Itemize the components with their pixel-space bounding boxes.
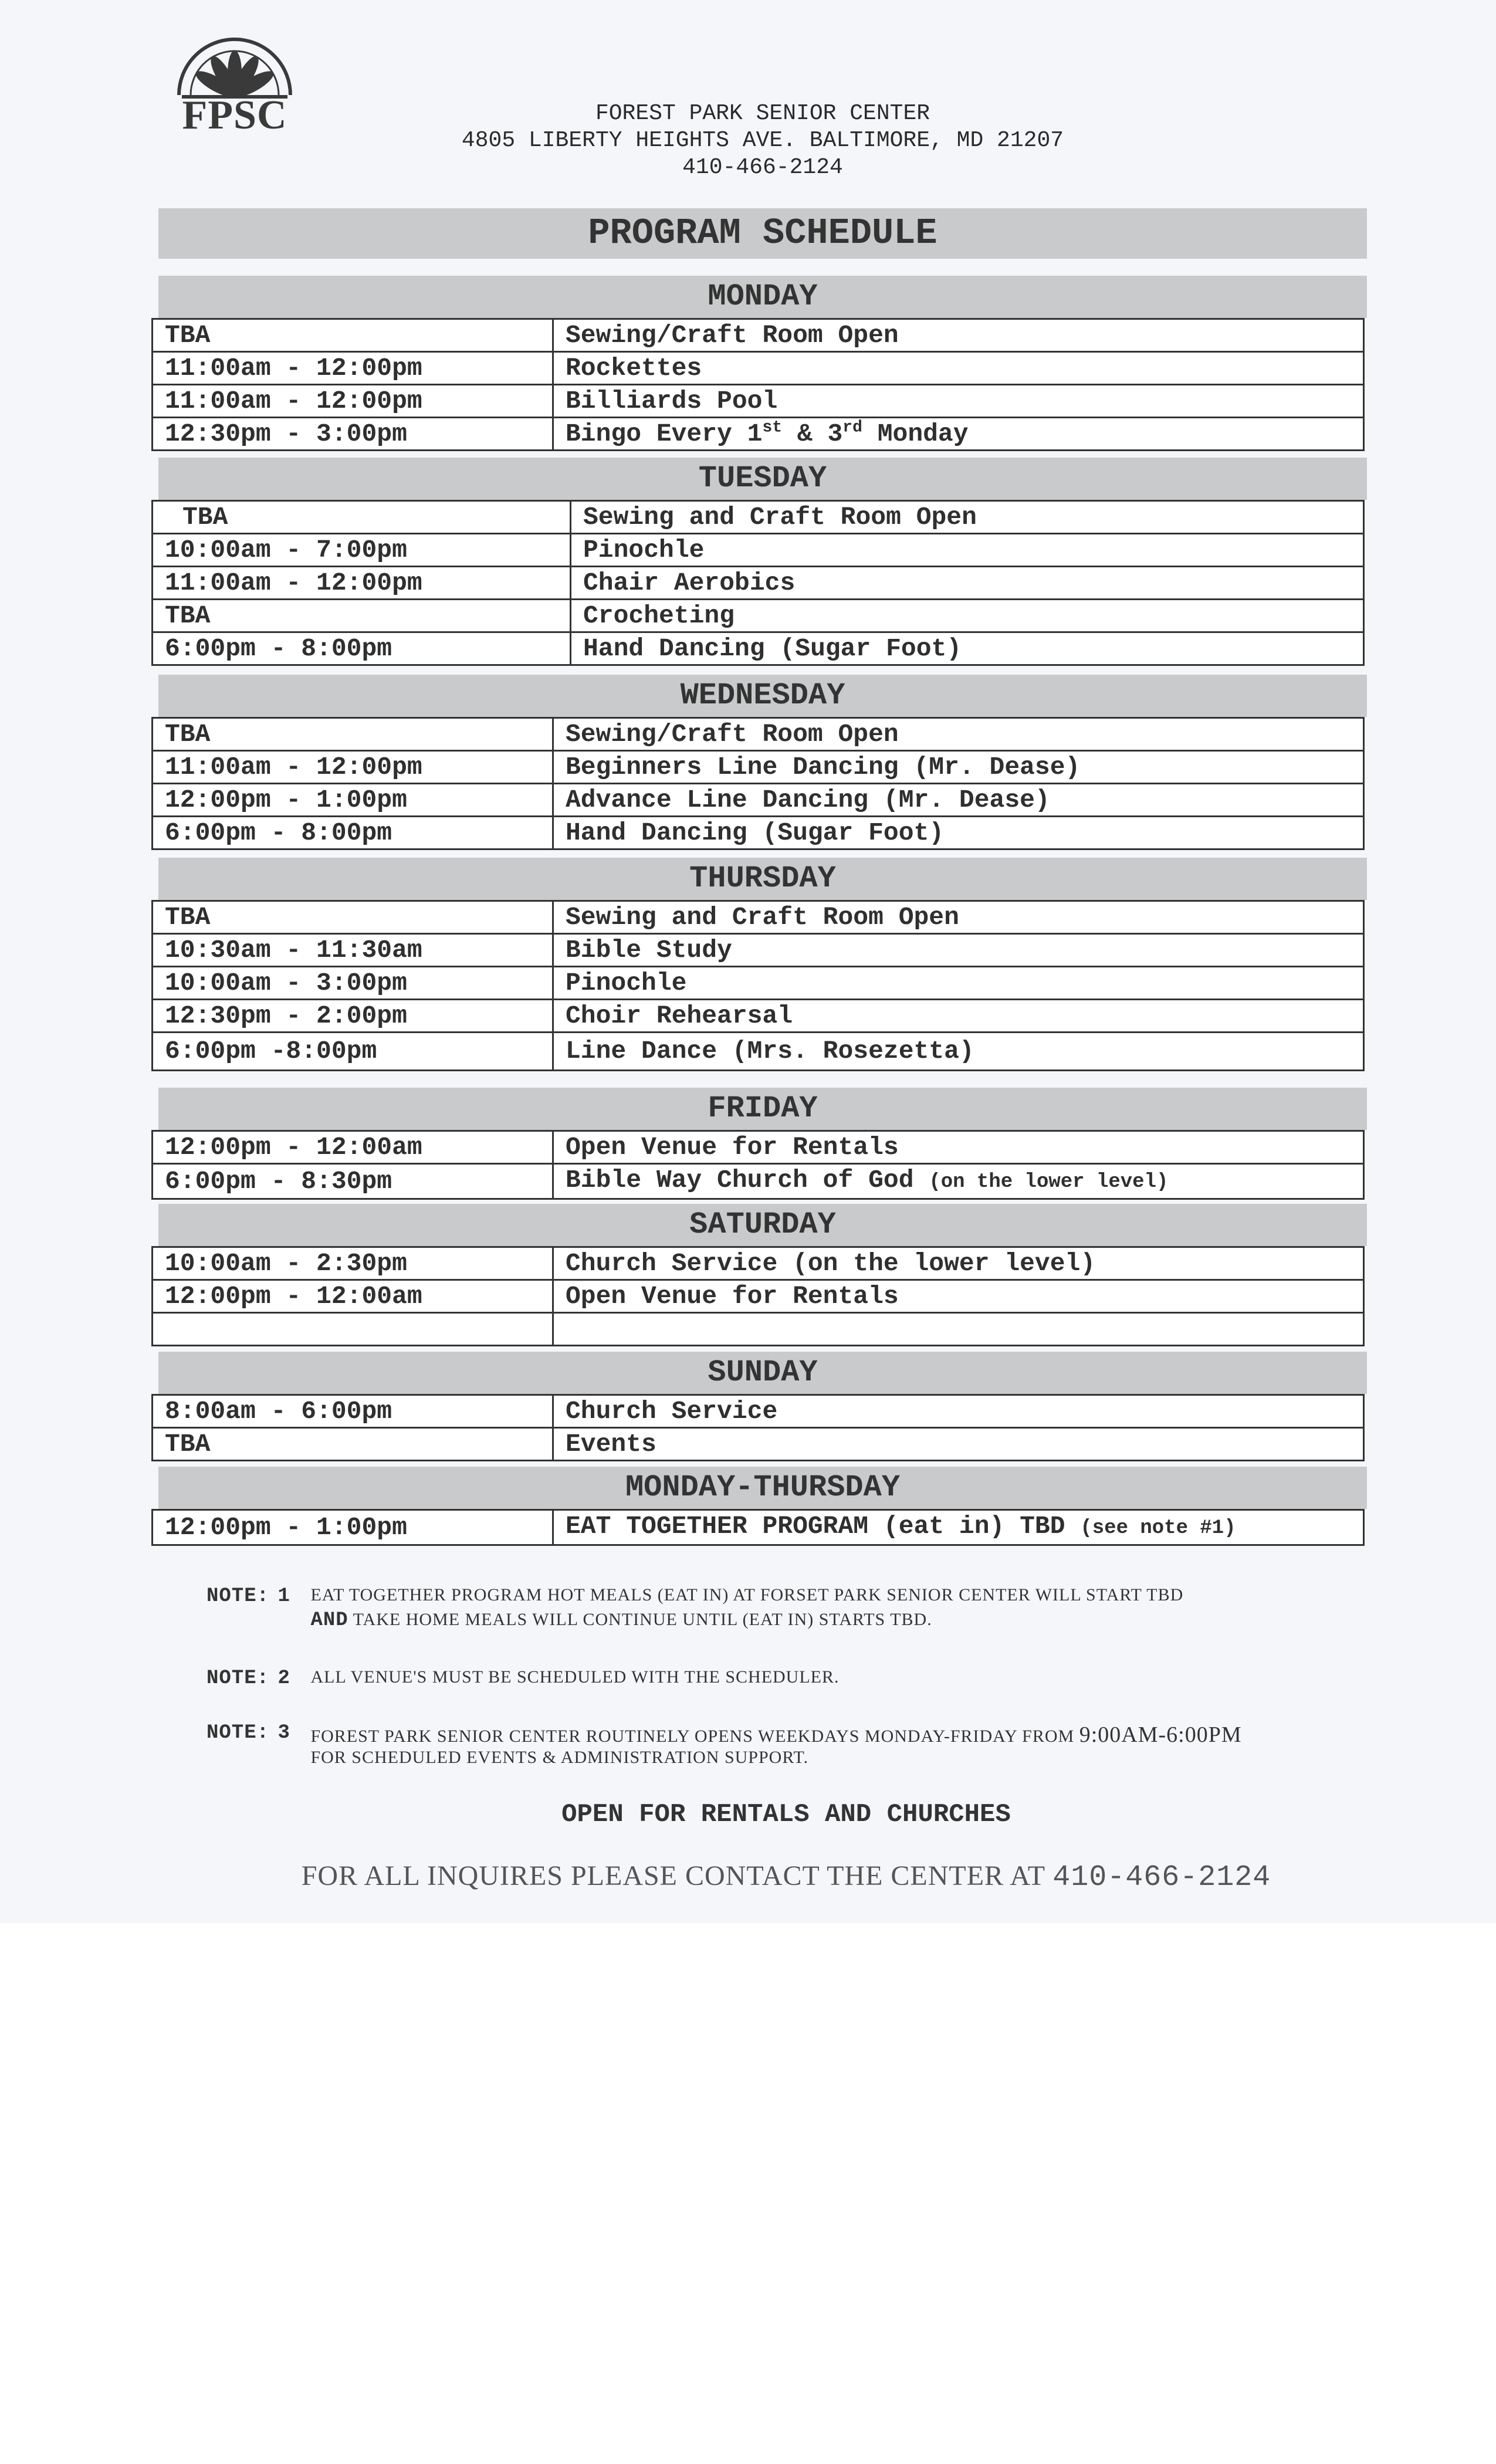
time-cell: TBA [153,901,553,934]
note-number: 2 [277,1667,290,1690]
table-row [153,319,1364,352]
table-row [153,1510,1364,1545]
table-row [153,1280,1364,1313]
note-line: FOR SCHEDULED EVENTS & ADMINISTRATION SUPPORT. [310,1748,809,1767]
day-header-sunday: SUNDAY [158,1352,1367,1394]
time-cell: 12:00pm - 12:00am [153,1131,553,1164]
time-cell: 12:00pm - 1:00pm [153,1510,553,1545]
ordinal-suffix: st [762,418,783,437]
activity-cell: Open Venue for Rentals [553,1131,1364,1164]
time-cell: 11:00am - 12:00pm [153,385,553,418]
time-cell: TBA [153,718,553,751]
table-row [153,1033,1364,1071]
table-row-empty [153,1313,1364,1346]
time-cell: 12:00pm - 12:00am [153,1280,553,1313]
table-row [153,385,1364,418]
table-row [153,901,1364,934]
activity-text: Bingo Every 1 [566,419,763,448]
ordinal-suffix: rd [842,418,862,437]
time-cell: 10:00am - 7:00pm [153,534,571,567]
activity-cell: Church Service (on the lower level) [553,1247,1364,1280]
table-row [153,817,1364,849]
activity-cell: Sewing and Craft Room Open [571,501,1364,534]
sunday-table [151,1394,1365,1461]
activity-text: EAT TOGETHER PROGRAM (eat in) TBD [566,1512,1065,1541]
activity-cell: Church Service [553,1395,1364,1428]
activity-cell: Bible Study [553,934,1364,967]
logo-text: FPSC [182,93,287,138]
activity-cell: Hand Dancing (Sugar Foot) [553,817,1364,849]
note-number: 1 [277,1585,290,1607]
time-cell: TBA [153,501,571,534]
table-row [153,934,1364,967]
note-emphasis: AND [310,1609,348,1632]
contact-line [0,1860,1496,1894]
activity-cell: Beginners Line Dancing (Mr. Dease) [553,751,1364,784]
activity-cell [553,1510,1364,1545]
friday-table [151,1130,1365,1200]
time-cell: 10:30am - 11:30am [153,934,553,967]
time-cell: 8:00am - 6:00pm [153,1395,553,1428]
time-cell: 11:00am - 12:00pm [153,751,553,784]
note-body [310,1667,839,1687]
center-phone: 410-466-2124 [682,155,843,180]
activity-cell-empty [553,1313,1364,1346]
note-1 [207,1585,1183,1635]
activity-note: (on the lower level) [929,1171,1169,1193]
table-row [153,1395,1364,1428]
note-line: EAT TOGETHER PROGRAM HOT MEALS (EAT IN) AT FORSET PARK SENIOR CENTER WILL START TBD [310,1585,1184,1605]
activity-cell: Sewing/Craft Room Open [553,718,1364,751]
activity-cell: Hand Dancing (Sugar Foot) [571,632,1364,665]
activity-cell: Pinochle [553,967,1364,1000]
activity-cell: Billiards Pool [553,385,1364,418]
saturday-table [151,1246,1365,1346]
time-cell: 11:00am - 12:00pm [153,567,571,600]
table-row [153,718,1364,751]
activity-cell: Open Venue for Rentals [553,1280,1364,1313]
day-header-monday: MONDAY [158,276,1367,318]
table-row [153,418,1364,451]
open-for-rentals-heading: OPEN FOR RENTALS AND CHURCHES [561,1800,1011,1829]
note-body [310,1722,1241,1768]
day-header-friday: FRIDAY [158,1088,1367,1130]
time-cell: 10:00am - 2:30pm [153,1247,553,1280]
time-cell: 11:00am - 12:00pm [153,352,553,385]
activity-text: Bible Way Church of God [566,1166,914,1194]
note-line: ALL VENUE'S MUST BE SCHEDULED WITH THE SCHEDULER. [310,1667,840,1687]
day-header-thursday: THURSDAY [158,858,1367,900]
note-body [310,1585,1183,1635]
day-header-monday-thursday: MONDAY-THURSDAY [158,1467,1367,1509]
time-cell: 6:00pm - 8:30pm [153,1164,553,1199]
wednesday-table [151,717,1365,850]
activity-cell: Sewing and Craft Room Open [553,901,1364,934]
activity-cell: Sewing/Craft Room Open [553,319,1364,352]
monday-table [151,318,1365,451]
activity-cell: Crocheting [571,600,1364,632]
time-cell: 12:30pm - 3:00pm [153,418,553,451]
day-header-saturday: SATURDAY [158,1204,1367,1246]
note-2 [207,1667,840,1690]
activity-cell: Choir Rehearsal [553,1000,1364,1033]
table-row [153,632,1364,665]
table-row [153,600,1364,632]
day-header-wednesday: WEDNESDAY [158,675,1367,717]
activity-cell [553,1164,1364,1199]
table-row [153,534,1364,567]
table-row [153,1247,1364,1280]
center-name: FOREST PARK SENIOR CENTER [595,101,930,126]
note-number: 3 [277,1722,290,1744]
activity-text: Monday [862,419,969,448]
note-label: NOTE: [207,1667,270,1690]
center-address: 4805 LIBERTY HEIGHTS AVE. BALTIMORE, MD 21207 [461,128,1064,153]
time-cell: TBA [153,600,571,632]
activity-cell: Events [553,1428,1364,1461]
contact-text: FOR ALL INQUIRES PLEASE CONTACT THE CENTER AT [301,1860,1053,1891]
activity-cell [553,418,1364,451]
activity-cell: Advance Line Dancing (Mr. Dease) [553,784,1364,817]
time-cell: 10:00am - 3:00pm [153,967,553,1000]
table-row [153,567,1364,600]
day-header-tuesday: TUESDAY [158,458,1367,500]
sunburst-logo-icon [170,36,299,101]
note-line: FOREST PARK SENIOR CENTER ROUTINELY OPENS WEEKDAYS MONDAY-FRIDAY FROM [310,1727,1079,1746]
thursday-table [151,900,1365,1071]
monday-thursday-table [151,1509,1365,1546]
note-hours: 9:00AM-6:00PM [1079,1722,1242,1747]
time-cell: TBA [153,319,553,352]
activity-cell: Line Dance (Mrs. Rosezetta) [553,1033,1364,1071]
activity-cell: Chair Aerobics [571,567,1364,600]
table-row [153,751,1364,784]
table-row [153,1428,1364,1461]
time-cell: 6:00pm -8:00pm [153,1033,553,1071]
time-cell: 6:00pm - 8:00pm [153,632,571,665]
time-cell-empty [153,1313,553,1346]
time-cell: TBA [153,1428,553,1461]
time-cell: 12:00pm - 1:00pm [153,784,553,817]
table-row [153,501,1364,534]
note-3 [207,1722,1242,1768]
activity-cell: Pinochle [571,534,1364,567]
contact-phone: 410-466-2124 [1052,1861,1271,1894]
activity-cell: Rockettes [553,352,1364,385]
activity-note: (see note #1) [1080,1517,1236,1539]
time-cell: 6:00pm - 8:00pm [153,817,553,849]
table-row [153,784,1364,817]
table-row [153,1131,1364,1164]
tuesday-table [151,500,1365,666]
page-title: PROGRAM SCHEDULE [158,208,1367,259]
time-cell: 12:30pm - 2:00pm [153,1000,553,1033]
note-line: TAKE HOME MEALS WILL CONTINUE UNTIL (EAT IN) STARTS TBD. [348,1610,932,1629]
table-row [153,967,1364,1000]
note-label: NOTE: [207,1722,270,1744]
activity-text: & 3 [782,419,843,448]
note-label: NOTE: [207,1585,270,1607]
table-row [153,352,1364,385]
table-row [153,1000,1364,1033]
table-row [153,1164,1364,1199]
